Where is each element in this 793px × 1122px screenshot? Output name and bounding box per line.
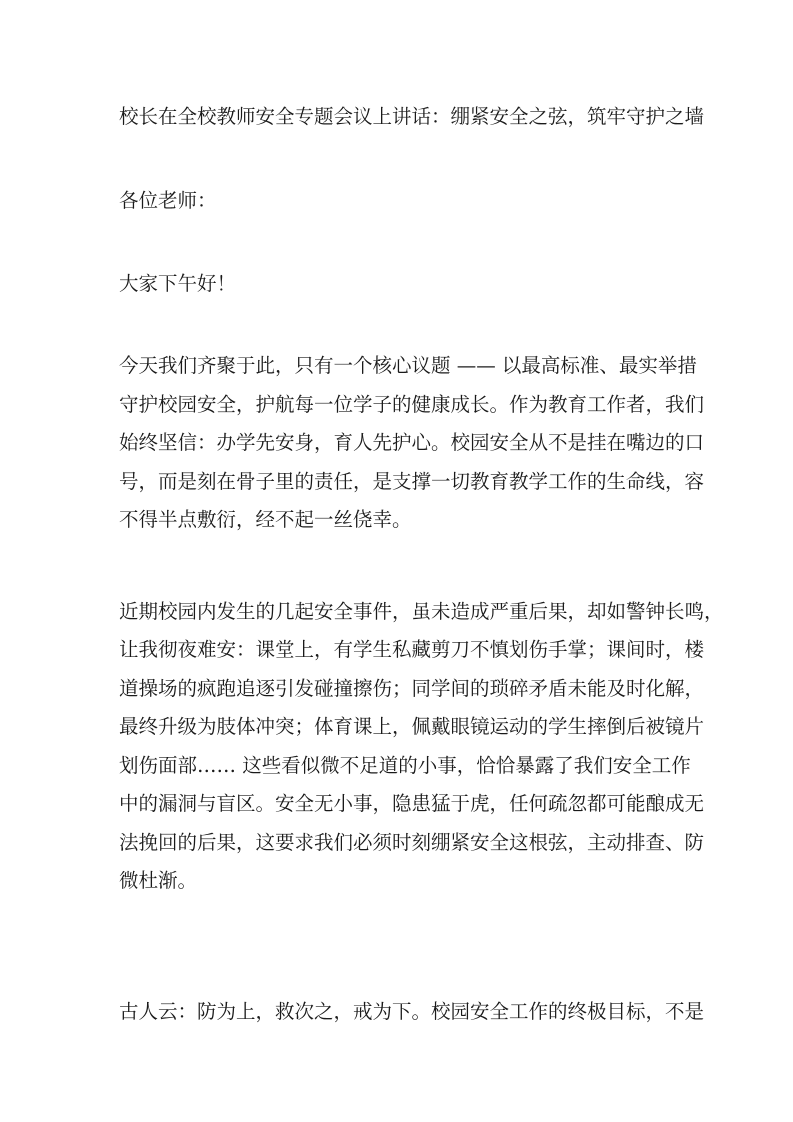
paragraph-line: 道操场的疯跑追逐引发碰撞擦伤；同学间的琐碎矛盾未能及时化解， — [119, 677, 705, 700]
paragraph-line: 中的漏洞与盲区。安全无小事，隐患猛于虎，任何疏忽都可能酿成无 — [119, 792, 705, 815]
salutation: 各位老师： — [119, 189, 217, 212]
paragraph-line: 近期校园内发生的几起安全事件，虽未造成严重后果，却如警钟长鸣， — [119, 600, 724, 623]
paragraph-line: 号，而是刻在骨子里的责任，是支撑一切教育教学工作的生命线，容 — [119, 470, 705, 493]
paragraph-line: 守护校园安全，护航每一位学子的健康成长。作为教育工作者，我们 — [119, 393, 705, 416]
paragraph-line: 让我彻夜难安：课堂上，有学生私藏剪刀不慎划伤手掌；课间时，楼 — [119, 638, 705, 661]
paragraph-line: 不得半点敷衍，经不起一丝侥幸。 — [119, 508, 412, 531]
paragraph-line: 微杜渐。 — [119, 869, 198, 892]
paragraph-line: 法挽回的后果，这要求我们必须时刻绷紧安全这根弦，主动排查、防 — [119, 831, 705, 854]
paragraph-line: 古人云：防为上，救次之，戒为下。校园安全工作的终极目标，不是 — [119, 1000, 705, 1023]
paragraph-line: 始终坚信：办学先安身，育人先护心。校园安全从不是挂在嘴边的口 — [119, 431, 705, 454]
paragraph-line: 最终升级为肢体冲突；体育课上，佩戴眼镜运动的学生摔倒后被镜片 — [119, 715, 705, 738]
paragraph-line: 划伤面部…… 这些看似微不足道的小事，恰恰暴露了我们安全工作 — [119, 754, 691, 777]
greeting: 大家下午好！ — [119, 272, 237, 295]
paragraph-line: 今天我们齐聚于此，只有一个核心议题 —— 以最高标准、最实举措 — [119, 354, 697, 377]
document-title: 校长在全校教师安全专题会议上讲话：绷紧安全之弦，筑牢守护之墙 — [119, 105, 705, 128]
